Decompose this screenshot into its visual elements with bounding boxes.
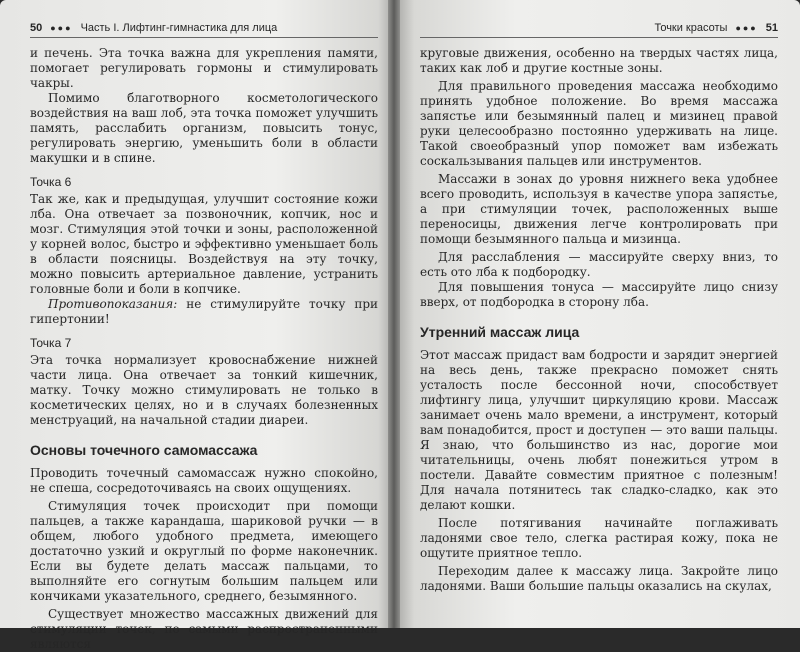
- chapter-title: Часть I. Лифтинг-гимнастика для лица: [80, 22, 278, 34]
- contraindications: [30, 297, 378, 327]
- contraindications-text: не стимулируйте точку при гипертонии!: [30, 297, 378, 326]
- header-dots-right: ●●●: [735, 23, 758, 33]
- header-dots-left: ●●●: [50, 23, 73, 33]
- page-number-left: 50: [30, 22, 43, 34]
- point-7-text: Эта точка нормализует кровоснабжение нижней части лица. Она отвечает за тонкий кишечник, матку. Точку можно стимулировать не только в косметических целях, но и в случаях болезненных менструаций, на начальной стадии диареи.: [30, 353, 378, 427]
- running-head-right: [420, 22, 778, 38]
- paragraph: круговые движения, особенно на твердых частях лица, таких как лоб и другие костные зоны.: [420, 46, 778, 75]
- paragraph: Проводить точечный самомассаж нужно спокойно, не спеша, сосредоточиваясь на своих ощущениях.: [30, 466, 378, 495]
- point-7-title: Точка 7: [30, 336, 72, 350]
- book-gutter: [388, 0, 400, 628]
- left-page: [0, 0, 394, 651]
- paragraph: Для повышения тонуса — массируйте лицо снизу вверх, от подбородка в сторону лба.: [420, 280, 778, 309]
- point-6-text: Так же, как и предыдущая, улучшит состояние кожи лба. Она отвечает за позвоночник, копчик, нос и мозг. Стимуляция этой точки и зоны, расположенной у корней волос, быстро и эффективно уменьшает боль в области поясницы. Воздействуя на эту точку, можно повысить артериальное давление, устранить головные боли и боли в копчике.: [30, 192, 378, 296]
- paragraph: Массажи в зонах до уровня нижнего века удобнее всего проводить, используя в качестве упора запястье, а при стимуляции точек, расположенных выше переносицы, движения легче контролировать при помощи безымянного пальца и мизинца.: [420, 172, 778, 246]
- paragraph: Для расслабления — массируйте сверху вниз, то есть ото лба к подбородку.: [420, 250, 778, 279]
- paragraph: Для правильного проведения массажа необходимо принять удобное положение. Во время массажа запястье или безымянный палец и мизинец правой руки целесообразно постоянно удерживать на лице. Такой своеобразный упор поможет вам избежать соскальзывания пальцев или инструментов.: [420, 79, 778, 168]
- paragraph: Стимуляция точек происходит при помощи пальцев, а также карандаша, шариковой ручки — в общем, любого удобного предмета, имеющего достаточно узкий и округлый по форме наконечник. Если вы будете делать массаж пальцами, то выполняйте его согнутым большим пальцем или кончиками указательного, среднего, безымянного.: [30, 499, 378, 603]
- contraindications-label: Противопоказания:: [48, 297, 178, 311]
- section-title-morning-massage: Утренний массаж лица: [420, 324, 580, 340]
- paragraph: Помимо благотворного косметологического воздействия на ваш лоб, эта точка поможет улучшить память, расслабить организм, повысить тонус, регулировать энергию, уменьшить боли в области макушки и в спине.: [30, 91, 378, 165]
- paragraph: и печень. Эта точка важна для укрепления памяти, помогает регулировать гормоны и стимулировать чакры.: [30, 46, 378, 90]
- paragraph: После потягивания начинайте поглаживать ладонями свое тело, слегка растирая кожу, пока не ощутите приятное тепло.: [420, 516, 778, 560]
- section-title-acupressure-basics: Основы точечного самомассажа: [30, 442, 258, 458]
- page-number-right: 51: [765, 22, 778, 34]
- point-6-title: Точка 6: [30, 175, 72, 189]
- paragraph: Переходим далее к массажу лица. Закройте лицо ладонями. Ваши большие пальцы оказались на скулах,: [420, 564, 778, 593]
- paragraph: Существует множество массажных движений для стимуляции точек, по самыми распространенными являются: [30, 607, 378, 651]
- running-head-left: [30, 22, 378, 38]
- section-running-title: Точки красоты: [654, 22, 728, 34]
- paragraph: Этот массаж придаст вам бодрости и зарядит энергией на весь день, также прекрасно поможет снять усталость после бессонной ночи, способствует лифтингу лица, улучшит циркуляцию крови. Массаж занимает очень мало времени, а инструмент, который вам понадобится, прост и доступен — это ваши пальцы. Я знаю, что большинство из нас, дорогие мои читательницы, очень любят понежиться утром в постели. Давайте совместим приятное с полезным! Для начала потянитесь так сладко-сладко, как это делают кошки.: [420, 348, 778, 512]
- right-page: [394, 0, 800, 628]
